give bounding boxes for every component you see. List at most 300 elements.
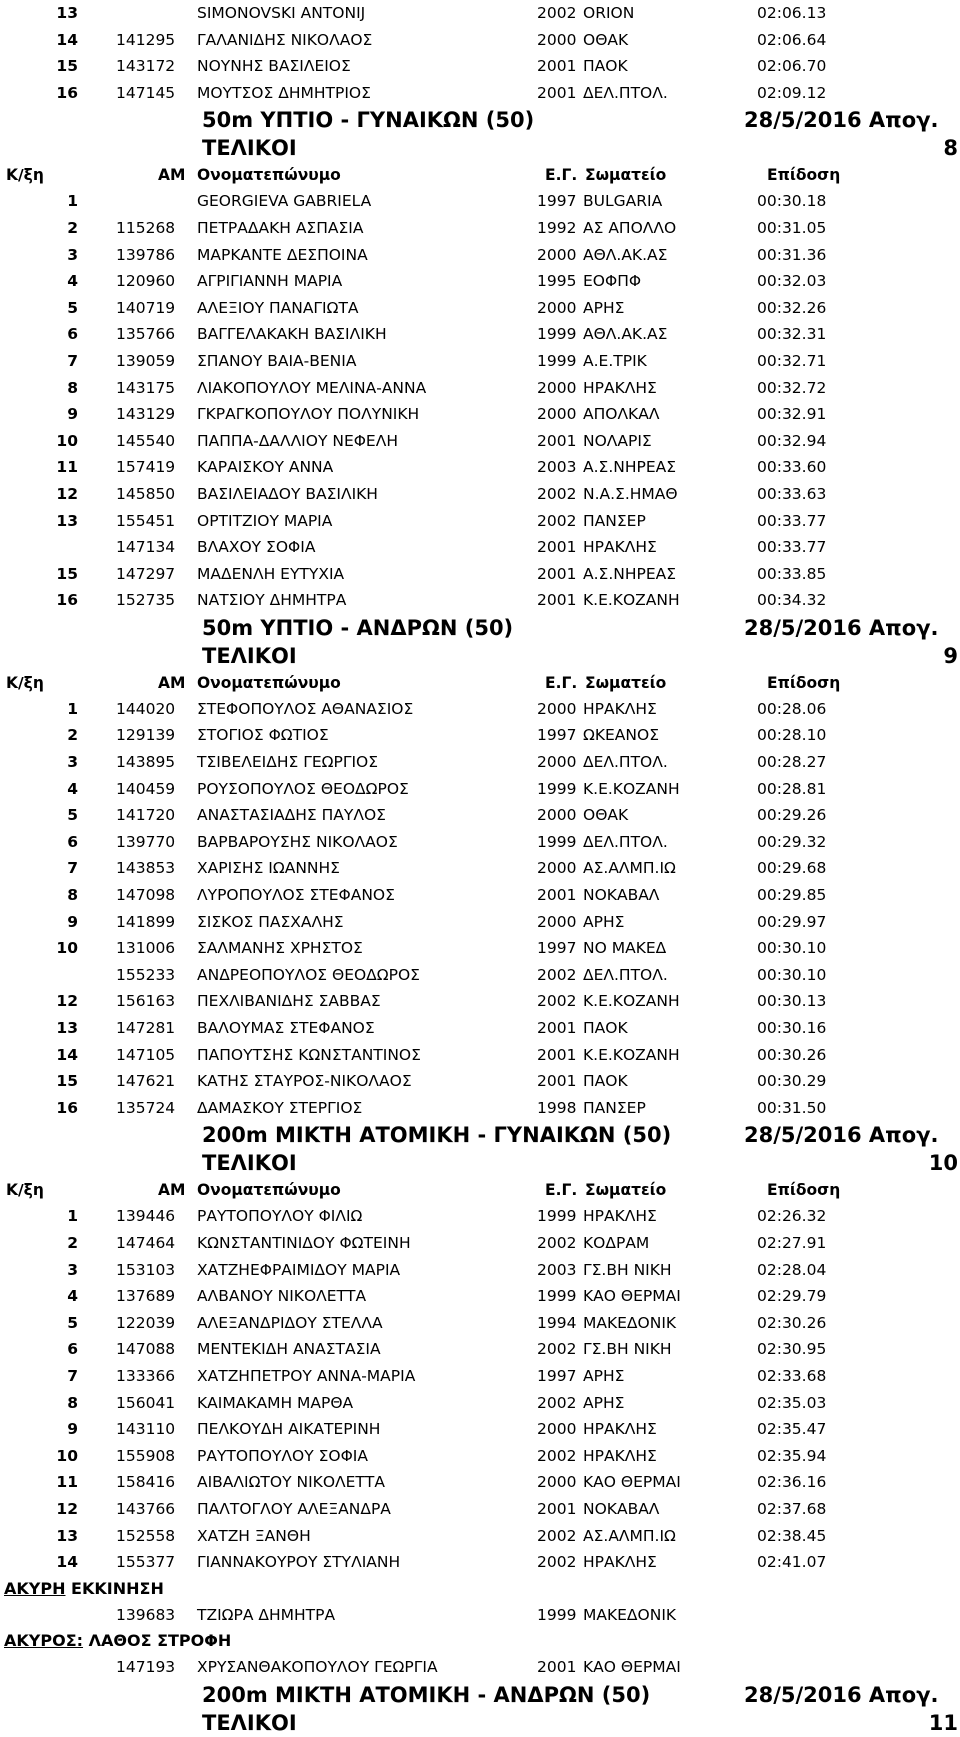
club-cell: Α.Ε.ΤΡΙΚ — [583, 351, 647, 370]
athlete-id-cell: 147145 — [116, 83, 176, 102]
event-title: 50m ΥΠΤΙΟ - ΓΥΝΑΙΚΩΝ (50) — [202, 108, 535, 133]
club-cell: ΔΕΛ.ΠΤΟΛ. — [583, 83, 668, 102]
column-header-row — [0, 1177, 960, 1203]
event-date: 28/5/2016 Απογ. — [744, 108, 939, 133]
birth-year-cell: 2002 — [537, 965, 577, 984]
event-final-label: ΤΕΛΙΚΟΙ — [202, 136, 297, 161]
club-cell: ΚΑΟ ΘΕΡΜΑΙ — [583, 1287, 681, 1306]
time-cell: 02:35.47 — [757, 1420, 827, 1439]
time-cell: 02:30.26 — [757, 1313, 827, 1332]
birth-year-cell: 2001 — [537, 57, 577, 76]
time-cell: 00:32.03 — [757, 272, 827, 291]
athlete-id-cell: 131006 — [116, 939, 176, 958]
birth-year-cell: 2001 — [537, 1658, 577, 1677]
athlete-id-cell: 115268 — [116, 218, 176, 237]
result-row — [0, 1336, 960, 1363]
rank-cell: 5 — [67, 806, 78, 825]
result-row — [0, 776, 960, 803]
result-row — [0, 295, 960, 322]
time-cell: 02:30.95 — [757, 1340, 827, 1359]
club-cell: ΚΟΔΡΑΜ — [583, 1233, 650, 1252]
event-final-label: ΤΕΛΙΚΟΙ — [202, 1151, 297, 1176]
athlete-name-cell: ΓΙΑΝΝΑΚΟΥΡΟΥ ΣΤΥΛΙΑΝΗ — [197, 1553, 401, 1572]
time-cell: 00:33.63 — [757, 484, 827, 503]
club-cell: ΚΑΟ ΘΕΡΜΑΙ — [583, 1658, 681, 1677]
athlete-id-cell: 122039 — [116, 1313, 176, 1332]
birth-year-cell: 2002 — [537, 1393, 577, 1412]
birth-year-cell: 2003 — [537, 1260, 577, 1279]
athlete-id-cell: 147134 — [116, 538, 176, 557]
birth-year-cell: 2001 — [537, 564, 577, 583]
rank-cell: 2 — [67, 1233, 78, 1252]
athlete-id-cell: 155233 — [116, 965, 176, 984]
rank-cell: 3 — [67, 1260, 78, 1279]
disqualification-label — [0, 1628, 960, 1654]
result-row — [0, 1654, 960, 1681]
rank-cell: 8 — [67, 886, 78, 905]
birth-year-cell: 2002 — [537, 992, 577, 1011]
result-row — [0, 1416, 960, 1443]
rank-cell: 15 — [56, 564, 78, 583]
athlete-id-cell: 147088 — [116, 1340, 176, 1359]
rank-cell: 13 — [56, 1019, 78, 1037]
time-cell: 02:26.32 — [757, 1207, 827, 1226]
athlete-id-cell: 143895 — [116, 753, 176, 772]
athlete-id-cell: 147464 — [116, 1233, 176, 1252]
disqualification-type: ΑΚΥΡΗ — [4, 1578, 66, 1598]
event-date: 28/5/2016 Απογ. — [744, 1682, 939, 1707]
rank-cell: 6 — [67, 325, 78, 344]
birth-year-cell: 1998 — [537, 1098, 577, 1117]
athlete-name-cell: ΑΙΒΑΛΙΩΤΟΥ ΝΙΚΟΛΕΤΤΑ — [197, 1473, 385, 1492]
event-final-label: ΤΕΛΙΚΟΙ — [202, 643, 297, 668]
result-row — [0, 1549, 960, 1576]
athlete-id-cell: 152558 — [116, 1526, 176, 1545]
rank-cell: 8 — [67, 378, 78, 397]
result-row — [0, 215, 960, 242]
result-row — [0, 1095, 960, 1122]
header-time: Επίδοση — [767, 1181, 841, 1200]
time-cell: 00:28.27 — [757, 753, 827, 772]
club-cell: ΔΕΛ.ΠΤΟΛ. — [583, 753, 668, 772]
athlete-name-cell: ΣΙΣΚΟΣ ΠΑΣΧΑΛΗΣ — [197, 912, 344, 931]
time-cell: 00:30.10 — [757, 965, 827, 984]
club-cell: ΑΡΗΣ — [583, 1366, 625, 1385]
club-cell: ΝΟΛΑΡΙΣ — [583, 431, 652, 450]
athlete-id-cell: 145540 — [116, 431, 176, 450]
athlete-name-cell: ΧΑΤΖΗΕΦΡΑΙΜΙΔΟΥ ΜΑΡΙΑ — [197, 1260, 401, 1279]
athlete-id-cell: 141720 — [116, 806, 176, 825]
event-number: 11 — [928, 1710, 958, 1735]
athlete-id-cell: 135766 — [116, 325, 176, 344]
rank-cell: 12 — [56, 992, 78, 1011]
athlete-id-cell: 135724 — [116, 1098, 176, 1117]
athlete-id-cell: 158416 — [116, 1473, 176, 1492]
rank-cell: 16 — [56, 591, 78, 610]
rank-cell: 7 — [67, 1366, 78, 1385]
athlete-name-cell: ΛΙΑΚΟΠΟΥΛΟΥ ΜΕΛΙΝΑ-ΑΝΝΑ — [197, 378, 427, 397]
event-subtitle-row — [0, 134, 960, 162]
disqualification-reason: ΛΑΘΟΣ ΣΤΡΟΦΗ — [83, 1631, 232, 1651]
birth-year-cell: 2001 — [537, 538, 577, 557]
club-cell: Α.Σ.ΝΗΡΕΑΣ — [583, 458, 677, 477]
time-cell: 00:33.85 — [757, 564, 827, 583]
time-cell: 00:32.94 — [757, 431, 827, 450]
club-cell: ΗΡΑΚΛΗΣ — [583, 538, 657, 557]
time-cell: 00:30.13 — [757, 992, 827, 1011]
rank-cell: 9 — [67, 1420, 78, 1439]
rank-cell: 10 — [56, 939, 78, 958]
time-cell: 00:30.26 — [757, 1045, 827, 1064]
athlete-id-cell: 147098 — [116, 886, 176, 905]
time-cell: 00:32.26 — [757, 298, 827, 317]
time-cell: 00:34.32 — [757, 591, 827, 610]
birth-year-cell: 2000 — [537, 30, 577, 49]
result-row — [0, 1443, 960, 1470]
athlete-name-cell: ΚΑΡΑΙΣΚΟΥ ΑΝΝΑ — [197, 458, 334, 477]
time-cell: 00:29.32 — [757, 832, 827, 851]
birth-year-cell: 2002 — [537, 1553, 577, 1572]
athlete-id-cell: 133366 — [116, 1366, 176, 1385]
club-cell: ΑΘΛ.ΑΚ.ΑΣ — [583, 245, 668, 264]
birth-year-cell: 2000 — [537, 753, 577, 772]
birth-year-cell: 1995 — [537, 272, 577, 291]
birth-year-cell: 2002 — [537, 1446, 577, 1465]
time-cell: 00:29.26 — [757, 806, 827, 825]
birth-year-cell: 1997 — [537, 726, 577, 745]
rank-cell: 14 — [56, 1045, 78, 1064]
rank-cell: 5 — [67, 1313, 78, 1332]
club-cell: ΗΡΑΚΛΗΣ — [583, 699, 657, 718]
time-cell: 02:28.04 — [757, 1260, 827, 1279]
event-title: 50m ΥΠΤΙΟ - ΑΝΔΡΩΝ (50) — [202, 615, 514, 640]
header-am: ΑΜ — [158, 673, 186, 692]
time-cell: 00:29.85 — [757, 886, 827, 905]
event-date: 28/5/2016 Απογ. — [744, 1123, 939, 1148]
header-name: Ονοματεπώνυμο — [197, 166, 341, 185]
event-title-row — [0, 614, 960, 642]
result-row — [0, 1203, 960, 1230]
birth-year-cell: 2000 — [537, 378, 577, 397]
club-cell: ΑΣ ΑΠΟΛΛΟ — [583, 218, 677, 237]
birth-year-cell: 2000 — [537, 298, 577, 317]
time-cell: 02:38.45 — [757, 1526, 827, 1545]
birth-year-cell: 1999 — [537, 1287, 577, 1306]
athlete-name-cell: ΠΑΠΟΥΤΣΗΣ ΚΩΝΣΤΑΝΤΙΝΟΣ — [197, 1045, 421, 1064]
time-cell: 00:33.77 — [757, 511, 827, 530]
athlete-id-cell: 143766 — [116, 1499, 176, 1518]
club-cell: ΠΑΟΚ — [583, 57, 628, 76]
athlete-id-cell: 147281 — [116, 1019, 176, 1037]
header-name: Ονοματεπώνυμο — [197, 673, 341, 692]
club-cell: ΗΡΑΚΛΗΣ — [583, 378, 657, 397]
event-date: 28/5/2016 Απογ. — [744, 615, 939, 640]
athlete-id-cell: 156163 — [116, 992, 176, 1011]
event-number: 9 — [943, 643, 958, 668]
event-final-label: ΤΕΛΙΚΟΙ — [202, 1710, 297, 1735]
athlete-name-cell: ΑΛΕΞΑΝΔΡΙΔΟΥ ΣΤΕΛΛΑ — [197, 1313, 383, 1332]
disqualification-reason: ΕΚΚΙΝΗΣΗ — [65, 1578, 164, 1598]
athlete-name-cell: ΚΑΤΗΣ ΣΤΑΥΡΟΣ-ΝΙΚΟΛΑΟΣ — [197, 1072, 412, 1091]
result-row — [0, 1230, 960, 1257]
result-row — [0, 802, 960, 829]
rank-cell: 5 — [67, 298, 78, 317]
club-cell: ΑΠΟΛΚΑΛ — [583, 405, 660, 424]
athlete-name-cell: ΣΠΑΝΟΥ ΒΑΙΑ-ΒΕΝΙΑ — [197, 351, 357, 370]
rank-cell: 11 — [56, 458, 78, 477]
club-cell: ΩΚΕΑΝΟΣ — [583, 726, 659, 745]
result-row — [0, 749, 960, 776]
time-cell: 02:41.07 — [757, 1553, 827, 1572]
birth-year-cell: 2001 — [537, 1045, 577, 1064]
club-cell: ΔΕΛ.ΠΤΟΛ. — [583, 965, 668, 984]
club-cell: Κ.Ε.ΚΟΖΑΝΗ — [583, 779, 680, 798]
birth-year-cell: 2002 — [537, 1233, 577, 1252]
birth-year-cell: 1999 — [537, 832, 577, 851]
rank-cell: 14 — [56, 30, 78, 49]
rank-cell: 11 — [56, 1473, 78, 1492]
athlete-name-cell: SIMONOVSKI ANTONIJ — [197, 4, 366, 22]
time-cell: 00:32.31 — [757, 325, 827, 344]
birth-year-cell: 2002 — [537, 1340, 577, 1359]
athlete-name-cell: ΟΡΤΙΤΖΙΟΥ ΜΑΡΙΑ — [197, 511, 333, 530]
athlete-id-cell: 139786 — [116, 245, 176, 264]
rank-cell: 4 — [67, 272, 78, 291]
club-cell: ΗΡΑΚΛΗΣ — [583, 1207, 657, 1226]
athlete-id-cell: 139683 — [116, 1605, 176, 1624]
time-cell: 02:37.68 — [757, 1499, 827, 1518]
athlete-name-cell: ΠΕΤΡΑΔΑΚΗ ΑΣΠΑΣΙΑ — [197, 218, 364, 237]
result-row — [0, 696, 960, 723]
header-club: Σωματείο — [585, 166, 667, 185]
birth-year-cell: 1994 — [537, 1313, 577, 1332]
athlete-id-cell: 147621 — [116, 1072, 176, 1091]
rank-cell: 8 — [67, 1393, 78, 1412]
club-cell: ΝΟ ΜΑΚΕΔ — [583, 939, 667, 958]
birth-year-cell: 2000 — [537, 1473, 577, 1492]
athlete-id-cell: 143175 — [116, 378, 176, 397]
header-club: Σωματείο — [585, 1181, 667, 1200]
athlete-name-cell: ΣΑΛΜΑΝΗΣ ΧΡΗΣΤΟΣ — [197, 939, 363, 958]
event-title: 200m ΜΙΚΤΗ ΑΤΟΜΙΚΗ - ΓΥΝΑΙΚΩΝ (50) — [202, 1123, 672, 1148]
time-cell: 02:33.68 — [757, 1366, 827, 1385]
birth-year-cell: 2000 — [537, 1420, 577, 1439]
birth-year-cell: 2001 — [537, 591, 577, 610]
athlete-id-cell: 141899 — [116, 912, 176, 931]
result-row — [0, 935, 960, 962]
birth-year-cell: 2002 — [537, 484, 577, 503]
rank-cell: 2 — [67, 726, 78, 745]
result-row — [0, 80, 960, 107]
result-row — [0, 1042, 960, 1069]
athlete-id-cell: 155451 — [116, 511, 176, 530]
athlete-name-cell: ΒΑΓΓΕΛΑΚΑΚΗ ΒΑΣΙΛΙΚΗ — [197, 325, 387, 344]
result-row — [0, 1390, 960, 1417]
header-name: Ονοματεπώνυμο — [197, 1181, 341, 1200]
club-cell: Κ.Ε.ΚΟΖΑΝΗ — [583, 992, 680, 1011]
result-row — [0, 882, 960, 909]
athlete-id-cell: 137689 — [116, 1287, 176, 1306]
time-cell: 02:35.94 — [757, 1446, 827, 1465]
time-cell: 00:30.16 — [757, 1019, 827, 1037]
club-cell: ΟΘΑΚ — [583, 30, 629, 49]
club-cell: ΓΣ.ΒΗ ΝΙΚΗ — [583, 1260, 672, 1279]
rank-cell: 6 — [67, 1340, 78, 1359]
birth-year-cell: 1992 — [537, 218, 577, 237]
birth-year-cell: 2000 — [537, 245, 577, 264]
athlete-id-cell: 139446 — [116, 1207, 176, 1226]
result-row — [0, 962, 960, 989]
club-cell: ΜΑΚΕΔΟΝΙΚ — [583, 1313, 677, 1332]
club-cell: ΠΑΝΣΕΡ — [583, 1098, 646, 1117]
athlete-name-cell: ΓΚΡΑΓΚΟΠΟΥΛΟΥ ΠΟΛΥΝΙΚΗ — [197, 405, 420, 424]
result-row — [0, 348, 960, 375]
birth-year-cell: 2000 — [537, 405, 577, 424]
rank-cell: 16 — [56, 83, 78, 102]
time-cell: 02:06.70 — [757, 57, 827, 76]
club-cell: ΑΣ.ΑΛΜΠ.ΙΩ — [583, 859, 676, 878]
time-cell: 00:28.06 — [757, 699, 827, 718]
birth-year-cell: 1997 — [537, 192, 577, 211]
athlete-name-cell: ΑΛΒΑΝΟΥ ΝΙΚΟΛΕΤΤΑ — [197, 1287, 367, 1306]
birth-year-cell: 2003 — [537, 458, 577, 477]
column-header-row — [0, 670, 960, 696]
club-cell: ΝΟΚΑΒΑΛ — [583, 886, 660, 905]
birth-year-cell: 2001 — [537, 1072, 577, 1091]
result-row — [0, 1283, 960, 1310]
athlete-name-cell: ΤΖΙΩΡΑ ΔΗΜΗΤΡΑ — [197, 1605, 336, 1624]
athlete-name-cell: ΒΛΑΧΟΥ ΣΟΦΙΑ — [197, 538, 316, 557]
disqualification-type: ΑΚΥΡΟΣ: — [4, 1631, 84, 1651]
time-cell: 02:06.64 — [757, 30, 827, 49]
time-cell: 00:30.10 — [757, 939, 827, 958]
athlete-name-cell: ΝΟΥΝΗΣ ΒΑΣΙΛΕΙΟΣ — [197, 57, 351, 76]
birth-year-cell: 2002 — [537, 1526, 577, 1545]
birth-year-cell: 2001 — [537, 1019, 577, 1037]
birth-year-cell: 2000 — [537, 859, 577, 878]
club-cell: ΕΟΦΠΦ — [583, 272, 642, 291]
event-number: 10 — [928, 1151, 958, 1176]
athlete-id-cell: 140459 — [116, 779, 176, 798]
result-row — [0, 321, 960, 348]
result-row — [0, 988, 960, 1015]
athlete-id-cell: 147193 — [116, 1658, 176, 1677]
athlete-name-cell: ΣΤΟΓΙΟΣ ΦΩΤΙΟΣ — [197, 726, 329, 745]
rank-cell: 13 — [56, 4, 78, 22]
athlete-name-cell: ΒΑΛΟΥΜΑΣ ΣΤΕΦΑΝΟΣ — [197, 1019, 375, 1037]
disqualification-label — [0, 1576, 960, 1602]
athlete-id-cell: 145850 — [116, 484, 176, 503]
time-cell: 02:06.13 — [757, 4, 827, 22]
result-row — [0, 1257, 960, 1284]
birth-year-cell: 1999 — [537, 325, 577, 344]
rank-cell: 4 — [67, 1287, 78, 1306]
athlete-id-cell: 155908 — [116, 1446, 176, 1465]
result-row — [0, 428, 960, 455]
rank-cell: 3 — [67, 245, 78, 264]
rank-cell: 10 — [56, 431, 78, 450]
rank-cell: 16 — [56, 1098, 78, 1117]
rank-cell: 13 — [56, 1526, 78, 1545]
result-row — [0, 481, 960, 508]
time-cell: 00:31.36 — [757, 245, 827, 264]
birth-year-cell: 2000 — [537, 912, 577, 931]
time-cell: 00:28.10 — [757, 726, 827, 745]
header-time: Επίδοση — [767, 673, 841, 692]
club-cell: ΟΘΑΚ — [583, 806, 629, 825]
athlete-name-cell: ΛΥΡΟΠΟΥΛΟΣ ΣΤΕΦΑΝΟΣ — [197, 886, 395, 905]
athlete-name-cell: ΒΑΡΒΑΡΟΥΣΗΣ ΝΙΚΟΛΑΟΣ — [197, 832, 398, 851]
athlete-name-cell: ΚΩΝΣΤΑΝΤΙΝΙΔΟΥ ΦΩΤΕΙΝΗ — [197, 1233, 411, 1252]
result-row — [0, 1496, 960, 1523]
club-cell: Α.Σ.ΝΗΡΕΑΣ — [583, 564, 677, 583]
athlete-name-cell: GEORGIEVA GABRIELA — [197, 192, 372, 211]
column-header-row — [0, 162, 960, 188]
rank-cell: 1 — [67, 699, 78, 718]
club-cell: ΜΑΚΕΔΟΝΙΚ — [583, 1605, 677, 1624]
birth-year-cell: 1999 — [537, 1207, 577, 1226]
header-rank: Κ/ξη — [6, 1181, 44, 1200]
athlete-name-cell: ΡΑΥΤΟΠΟΥΛΟΥ ΣΟΦΙΑ — [197, 1446, 368, 1465]
header-year: Ε.Γ. — [545, 166, 578, 185]
athlete-name-cell: ΓΑΛΑΝΙΔΗΣ ΝΙΚΟΛΑΟΣ — [197, 30, 373, 49]
athlete-name-cell: ΧΡΥΣΑΝΘΑΚΟΠΟΥΛΟΥ ΓΕΩΡΓΙΑ — [197, 1658, 438, 1677]
event-subtitle-row — [0, 1709, 960, 1737]
athlete-name-cell: ΠΑΛΤΟΓΛΟΥ ΑΛΕΞΑΝΔΡΑ — [197, 1499, 391, 1518]
athlete-id-cell: 139770 — [116, 832, 176, 851]
header-time: Επίδοση — [767, 166, 841, 185]
athlete-name-cell: ΡΟΥΣΟΠΟΥΛΟΣ ΘΕΟΔΩΡΟΣ — [197, 779, 409, 798]
rank-cell: 1 — [67, 192, 78, 211]
result-row — [0, 508, 960, 535]
birth-year-cell: 2001 — [537, 886, 577, 905]
birth-year-cell: 2002 — [537, 511, 577, 530]
athlete-id-cell: 129139 — [116, 726, 176, 745]
athlete-name-cell: ΔΑΜΑΣΚΟΥ ΣΤΕΡΓΙΟΣ — [197, 1098, 363, 1117]
rank-cell: 3 — [67, 753, 78, 772]
result-row — [0, 27, 960, 54]
time-cell: 00:31.05 — [757, 218, 827, 237]
athlete-name-cell: ΜΕΝΤΕΚΙΔΗ ΑΝΑΣΤΑΣΙΑ — [197, 1340, 381, 1359]
time-cell: 00:32.71 — [757, 351, 827, 370]
result-row — [0, 534, 960, 561]
club-cell: Ν.Α.Σ.ΗΜΑΘ — [583, 484, 678, 503]
result-row — [0, 1363, 960, 1390]
athlete-name-cell: ΧΑΡΙΣΗΣ ΙΩΑΝΝΗΣ — [197, 859, 340, 878]
result-row — [0, 375, 960, 402]
athlete-id-cell: 143110 — [116, 1420, 176, 1439]
rank-cell: 15 — [56, 1072, 78, 1091]
rank-cell: 12 — [56, 484, 78, 503]
event-title: 200m ΜΙΚΤΗ ΑΤΟΜΙΚΗ - ΑΝΔΡΩΝ (50) — [202, 1682, 651, 1707]
club-cell: Κ.Ε.ΚΟΖΑΝΗ — [583, 591, 680, 610]
birth-year-cell: 2002 — [537, 4, 577, 22]
athlete-name-cell: ΜΑΔΕΝΛΗ ΕΥΤΥΧΙΑ — [197, 564, 345, 583]
athlete-id-cell: 144020 — [116, 699, 176, 718]
header-am: ΑΜ — [158, 166, 186, 185]
header-am: ΑΜ — [158, 1181, 186, 1200]
rank-cell: 15 — [56, 57, 78, 76]
athlete-name-cell: ΑΓΡΙΓΙΑΝΝΗ ΜΑΡΙΑ — [197, 272, 343, 291]
result-row — [0, 1469, 960, 1496]
club-cell: ΝΟΚΑΒΑΛ — [583, 1499, 660, 1518]
rank-cell: 7 — [67, 859, 78, 878]
rank-cell: 14 — [56, 1553, 78, 1572]
athlete-name-cell: ΑΝΔΡΕΟΠΟΥΛΟΣ ΘΕΟΔΩΡΟΣ — [197, 965, 420, 984]
result-row — [0, 1523, 960, 1550]
rank-cell: 9 — [67, 405, 78, 424]
birth-year-cell: 2001 — [537, 431, 577, 450]
